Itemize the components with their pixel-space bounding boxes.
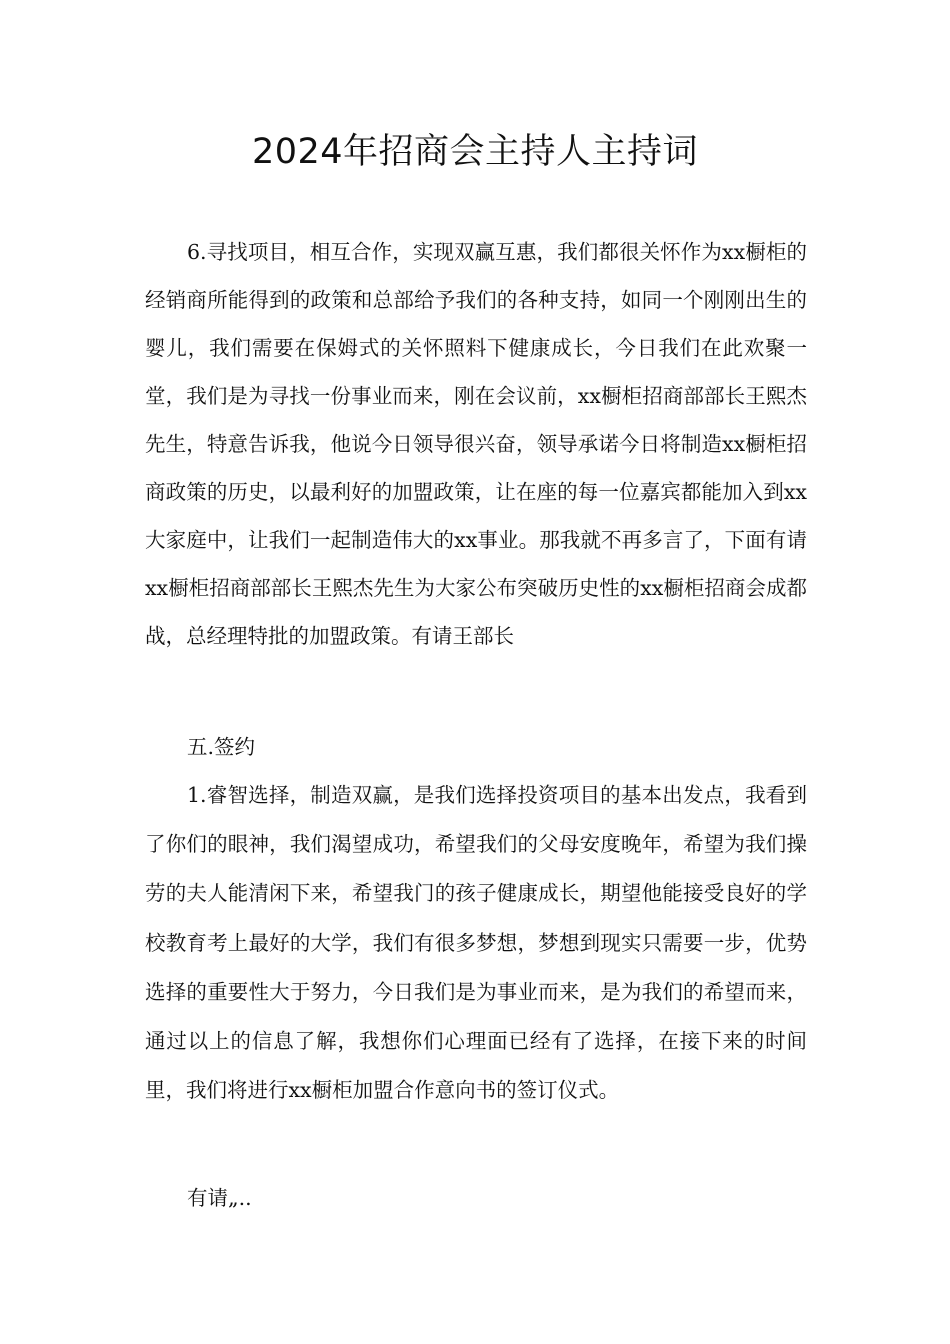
paragraph-invitation: 有请„.. — [187, 1186, 252, 1210]
paragraph-wise-choice: 1.睿智选择，制造双赢，是我们选择投资项目的基本出发点，我看到了你们的眼神，我们渴望成功，希望我们的父母安度晚年，希望为我们操劳的夫人能清闲下来，希望我门的孩子健康成长，期望他能接受良好的学校教育考上最好的大学，我们有很多梦想，梦想到现实只需要一步，优势选择的重要性大于努力，今日我们是为事业而来，是为我们的希望而来，通过以上的信息了解，我想你们心理面已经有了选择，在接下来的时间里，我们将进行xx橱柜加盟合作意向书的签订仪式。 — [145, 783, 807, 1103]
section-heading-signing: 五.签约 — [187, 735, 256, 759]
paragraph-project-cooperation: 6.寻找项目，相互合作，实现双赢互惠，我们都很关怀作为xx橱柜的经销商所能得到的政策和总部给予我们的各种支持，如同一个刚刚出生的婴儿，我们需要在保姆式的关怀照料下健康成长，今日我们在此欢聚一堂，我们是为寻找一份事业而来，刚在会议前，xx橱柜招商部部长王熙杰先生，特意告诉我，他说今日领导很兴奋，领导承诺今日将制造xx橱柜招商政策的历史，以最利好的加盟政策，让在座的每一位嘉宾都能加入到xx大家庭中，让我们一起制造伟大的xx事业。那我就不再多言了，下面有请xx橱柜招商部部长王熙杰先生为大家公布突破历史性的xx橱柜招商会成都战，总经理特批的加盟政策。有请王部长 — [145, 240, 807, 648]
document-title: 2024年招商会主持人主持词 — [251, 132, 699, 172]
